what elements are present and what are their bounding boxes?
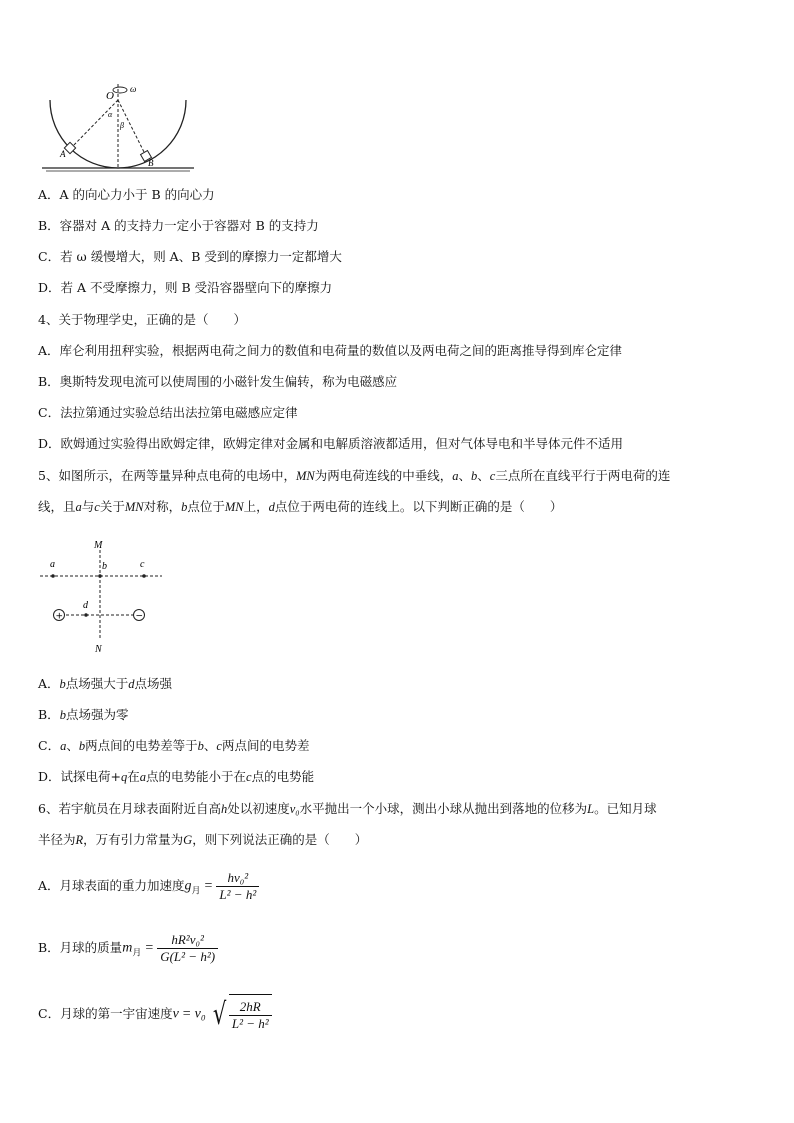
- label-b: B: [148, 158, 154, 168]
- q5-option-a: A．b点场强大于d点场强: [38, 676, 173, 691]
- label-omega: ω: [130, 84, 137, 94]
- q6-b-fraction: $\frac{\text{hR²v₀²}}{\text{G(L² − h²)}}$: [157, 932, 218, 965]
- q3-option-a: A．A 的向心力小于 B 的向心力: [38, 187, 215, 202]
- label-beta: β: [120, 121, 124, 130]
- label-c-point: c: [140, 559, 145, 570]
- q3-option-b: B．容器对 A 的支持力一定小于容器对 B 的支持力: [38, 218, 319, 233]
- q4-option-c: C．法拉第通过实验总结出法拉第电磁感应定律: [38, 405, 298, 420]
- label-o: O: [106, 90, 114, 102]
- q6-c-sqrt: √ $\frac{2hR}{\text{L² − h²}}$: [210, 994, 272, 1035]
- q6-option-b: B．月球的质量$m_月$ = $\frac{\text{hR²v₀²}}{\text{G(L² − h²)}}$: [38, 930, 218, 972]
- charges-diagram: [38, 536, 168, 658]
- q3-option-c: C．若 ω 缓慢增大，则 A、B 受到的摩擦力一定都增大: [38, 249, 342, 264]
- q5-option-b: B．b点场强为零: [38, 707, 129, 722]
- q6-a-fraction: $\frac{\text{hv₀²}}{\text{L² − h²}}$: [216, 870, 259, 903]
- q5-stem-line1: 5、如图所示，在两等量异种点电荷的电场中，MN为两电荷连线的中垂线，a、b、c三点所在直线平行于两电荷的连: [38, 468, 671, 483]
- q4-stem: 4、关于物理学史，正确的是（ ）: [38, 312, 246, 327]
- q5-option-c: C．a、b两点间的电势差等于b、c两点间的电势差: [38, 738, 310, 753]
- q6-stem-line1: 6、若宇航员在月球表面附近自高h处以初速度v₀水平抛出一个小球，测出小球从抛出到落地的位移为L。已知月球: [38, 801, 657, 816]
- q3-option-d: D．若 A 不受摩擦力，则 B 受沿容器壁向下的摩擦力: [38, 280, 333, 295]
- q4-option-b: B．奥斯特发现电流可以使周围的小磁针发生偏转，称为电磁感应: [38, 374, 398, 389]
- label-b-point: b: [102, 561, 107, 572]
- label-a-point: a: [50, 559, 55, 570]
- q6-option-c: C．月球的第一宇宙速度v = v₀ √ $\frac{2hR}{\text{L² − h²}}$: [38, 994, 272, 1035]
- plus-charge-sign: +: [55, 611, 64, 622]
- q5-stem-line2: 线，且a与c关于MN对称，b点位于MN上，d点位于两电荷的连线上。以下判断正确的是（ ）: [38, 499, 563, 514]
- label-m: M: [94, 540, 103, 551]
- q4-option-a: A．库仑利用扭秤实验，根据两电荷之间力的数值和电荷量的数值以及两电荷之间的距离推导得到库仑定律: [38, 343, 623, 358]
- label-alpha: α: [108, 110, 113, 119]
- label-a: A: [60, 149, 66, 159]
- minus-charge-sign: −: [135, 611, 144, 622]
- q6-stem-line2: 半径为R，万有引力常量为G，则下列说法正确的是（ ）: [38, 832, 368, 847]
- q6-option-a: A．月球表面的重力加速度$g_月$ = $\frac{\text{hv₀²}}{\text{L² − h²}}$: [38, 868, 259, 910]
- label-d-point: d: [83, 600, 88, 611]
- q5-option-d: D．试探电荷+q在a点的电势能小于在c点的电势能: [38, 769, 315, 784]
- bowl-diagram: [38, 82, 198, 174]
- label-n: N: [95, 644, 102, 655]
- q4-option-d: D．欧姆通过实验得出欧姆定律，欧姆定律对金属和电解质溶液都适用，但对气体导电和半导体元件不适用: [38, 436, 624, 451]
